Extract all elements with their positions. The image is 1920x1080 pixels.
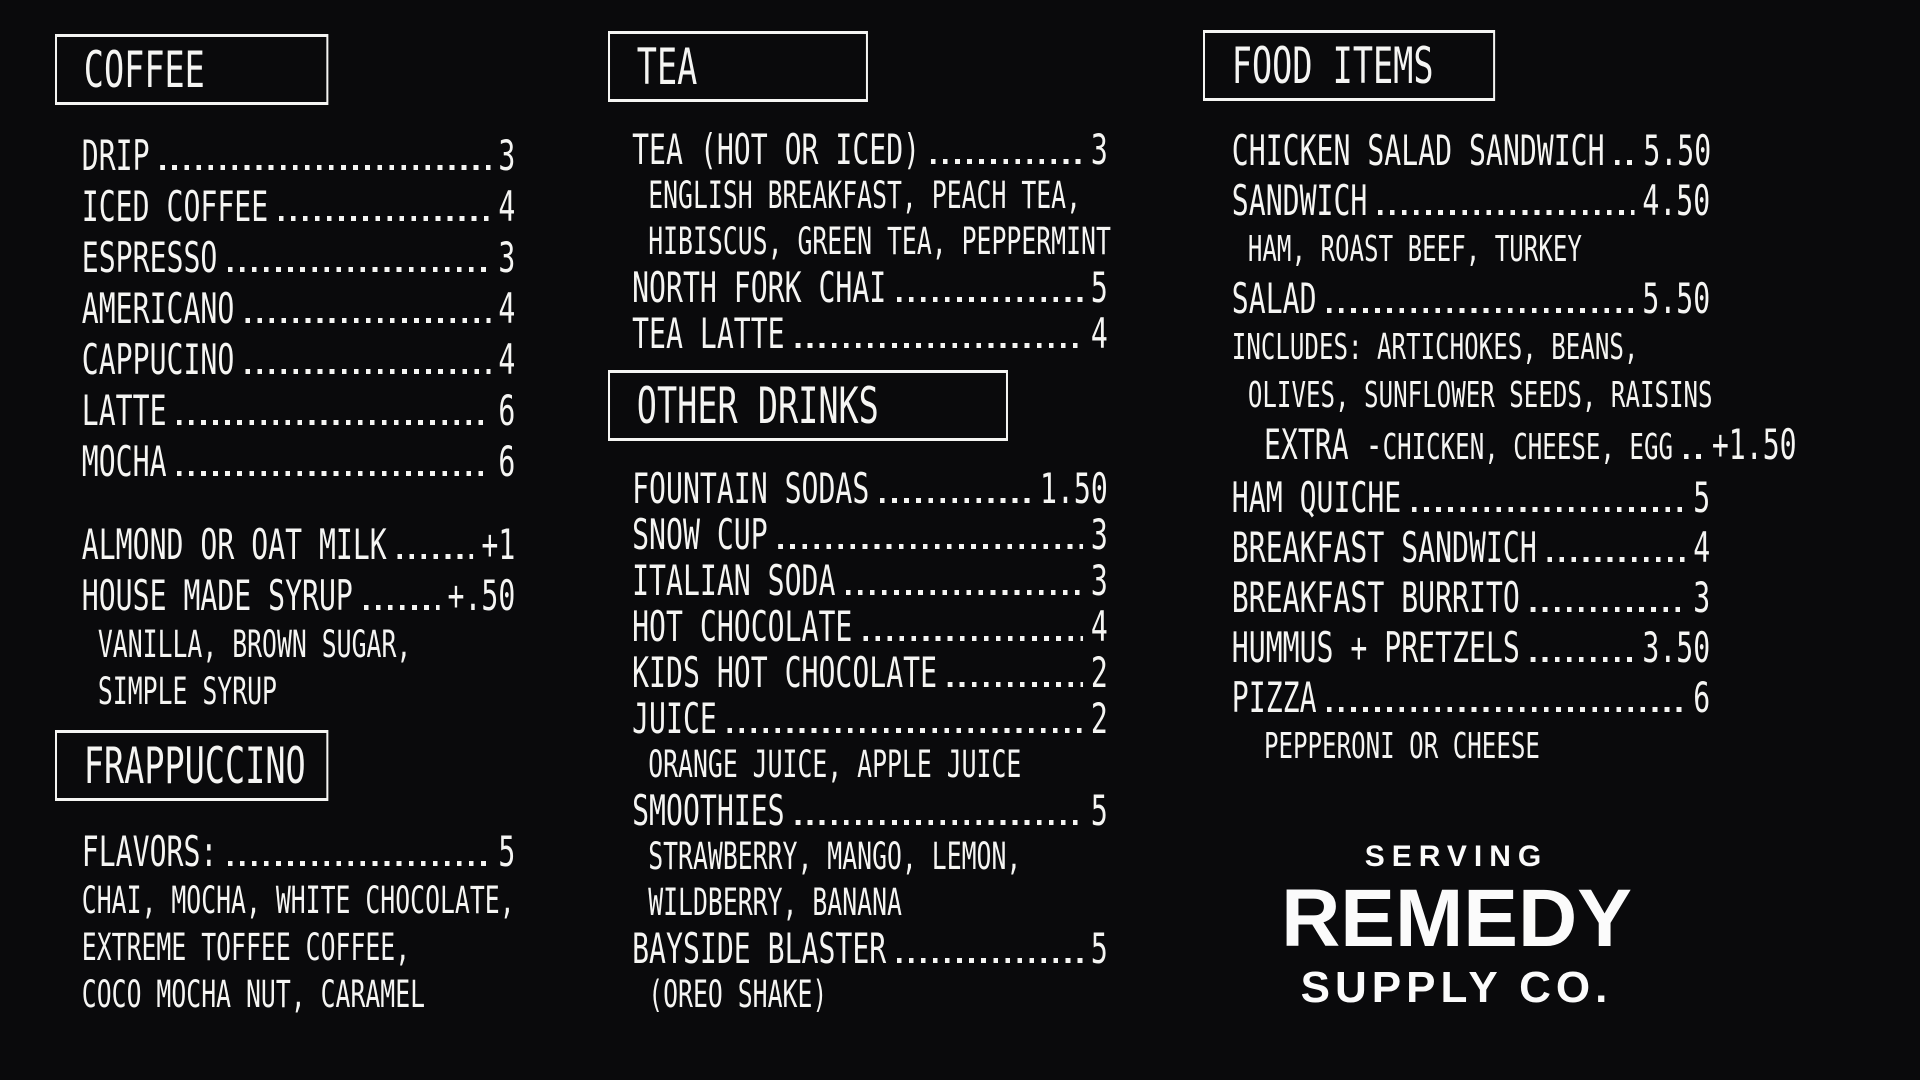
logo-brand-text: REMEDY [1281,873,1632,964]
dotted-leader [245,318,490,323]
item-name: CHICKEN SALAD SANDWICH [1231,126,1605,175]
menu-item-row [608,311,1108,357]
section-header: OTHER DRINKS [636,376,879,435]
item-name: VANILLA, BROWN SUGAR, [97,623,412,666]
item-name: CHAI, MOCHA, WHITE CHOCOLATE, [81,879,515,922]
dotted-leader [846,590,1083,595]
item-name: JUICE [632,694,717,743]
dotted-leader [177,420,490,425]
item-name: SIMPLE SYRUP [97,670,277,713]
dotted-leader [795,820,1083,825]
dotted-leader [1327,707,1685,712]
section-header: TEA [636,37,698,96]
menu-item-row [1203,176,1710,226]
item-price: 4 [498,284,516,333]
item-name: EXTREME TOFFEE COFFEE, [81,926,411,969]
menu-item-row [608,558,1108,604]
item-name: ORANGE JUICE, APPLE JUICE [648,743,1022,786]
menu-item-row [1203,274,1710,324]
dotted-leader [728,728,1083,733]
dotted-leader [160,165,490,170]
item-name: SALAD [1231,274,1317,323]
dotted-leader [1327,308,1634,313]
menu-item-row [1203,226,1710,274]
menu-item-row [608,742,1108,788]
item-name: CHICKEN, CHEESE, EGG [1382,427,1674,468]
dotted-leader [880,498,1032,503]
item-name: HAM, ROAST BEEF, TURKEY [1247,229,1582,270]
item-name: STRAWBERRY, MANGO, LEMON, [648,835,1022,878]
menu-item-row [608,696,1108,742]
menu-item-row [608,127,1108,173]
section-header-box [55,730,328,801]
menu-item-row [55,971,515,1018]
menu-item-row [55,232,515,283]
menu-item-row [1203,573,1710,623]
item-name: HOT CHOCOLATE [632,602,853,651]
menu-item-row [55,570,515,621]
item-price: 1.50 [1040,464,1108,513]
item-name: SMOOTHIES [632,786,785,835]
item-price: 4 [1693,523,1711,572]
item-price: 3 [1693,573,1711,622]
item-price: 6 [498,386,516,435]
item-price: 6 [498,437,516,486]
item-name: TEA LATTE [632,309,785,358]
dotted-leader [1412,507,1685,512]
menu-item-row [608,265,1108,311]
item-name: PIZZA [1231,673,1317,722]
dotted-leader [778,544,1082,549]
dotted-leader [397,554,473,559]
section-header: COFFEE [83,40,205,99]
item-name: ENGLISH BREAKFAST, PEACH TEA, [648,174,1082,217]
menu-item-row [1203,126,1710,176]
menu-item-row [608,650,1108,696]
item-name: SNOW CUP [632,510,768,559]
item-name: TEA (HOT OR ICED) [632,125,921,174]
menu-item-row [55,436,515,487]
item-name: HOUSE MADE SYRUP [81,571,353,620]
item-price: 5 [1090,786,1108,835]
brand-logo [1203,838,1710,1014]
item-price: 6 [1693,673,1711,722]
item-price: 4 [498,182,516,231]
dotted-leader [795,343,1083,348]
item-price: 3.50 [1642,623,1711,672]
item-name: WILDBERRY, BANANA [648,881,902,924]
item-name: NORTH FORK CHAI [632,263,887,312]
menu-item-row [1203,324,1710,372]
item-price: 3 [498,233,516,282]
item-name: SANDWICH [1231,176,1368,225]
menu-column-drinks [608,31,1111,1018]
section-header-box [55,34,328,105]
item-name: ICED COFFEE [81,182,269,231]
menu-item-row [55,334,515,385]
item-name: BAYSIDE BLASTER [632,924,887,973]
menu-item-row [608,466,1108,512]
item-name: LATTE [81,386,167,435]
dotted-leader [931,159,1083,164]
section-header-box [1203,30,1495,101]
item-name: AMERICANO [81,284,235,333]
item-price: 5 [498,827,516,876]
item-name: CAPPUCINO [81,335,235,384]
dotted-leader [364,605,440,610]
menu-item-row [608,972,1108,1018]
item-name: HAM QUICHE [1231,473,1402,522]
menu-item-row [608,926,1108,972]
menu-item-row [1203,723,1710,771]
dotted-leader [1547,557,1685,562]
dotted-leader [228,861,490,866]
item-price: 4.50 [1642,176,1711,225]
menu-item-row [1203,673,1710,723]
section-header: FRAPPUCCINO [83,736,306,795]
item-price: 3 [498,131,516,180]
section-header: FOOD ITEMS [1231,36,1434,95]
item-price: 3 [1090,510,1108,559]
dotted-leader [1531,657,1635,662]
item-price: 4 [1090,602,1108,651]
menu-item-row [55,385,515,436]
menu-item-row [608,788,1108,834]
menu-column-coffee [55,34,515,1018]
item-name: ESPRESSO [81,233,218,282]
menu-column-food [1203,30,1797,771]
menu-item-row [1203,473,1710,523]
item-price: 2 [1090,694,1108,743]
menu-item-row [55,283,515,334]
item-price: +1.50 [1711,420,1797,469]
item-name: COCO MOCHA NUT, CARAMEL [81,973,426,1016]
item-price: 5 [1090,924,1108,973]
dotted-leader [897,297,1083,302]
menu-item-row [55,130,515,181]
menu-item-row [55,826,515,877]
menu-item-row [1203,523,1710,573]
item-name: HUMMUS + PRETZELS [1231,623,1520,672]
item-prefix: EXTRA - [1263,420,1383,469]
dotted-leader [228,267,490,272]
dotted-leader [177,471,490,476]
item-name: ITALIAN SODA [632,556,836,605]
item-name: FOUNTAIN SODAS [632,464,870,513]
menu-item-row [608,512,1108,558]
dotted-leader [863,636,1083,641]
dotted-leader [1378,210,1634,215]
dotted-leader [1684,454,1704,459]
dotted-leader [1615,160,1635,165]
menu-item-row [1203,623,1710,673]
item-price: 2 [1090,648,1108,697]
dotted-leader [897,958,1083,963]
logo-suffix-text: SUPPLY CO. [1300,963,1613,1012]
section-header-box [608,31,868,102]
dotted-leader [245,369,490,374]
menu-item-row [1203,420,1797,473]
item-name: HIBISCUS, GREEN TEA, PEPPERMINT [648,220,1111,263]
item-name: ALMOND OR OAT MILK [81,520,387,569]
item-price: +.50 [447,571,516,620]
dotted-leader [279,216,490,221]
item-name: DRIP [81,131,150,180]
item-name: PEPPERONI OR CHEESE [1263,726,1540,767]
item-price: 4 [1090,309,1108,358]
item-price: +1 [481,520,516,569]
item-name: MOCHA [81,437,167,486]
menu-item-row [55,181,515,232]
item-price: 5.50 [1643,126,1712,175]
item-price: 3 [1090,556,1108,605]
menu-item-row [608,834,1108,880]
dotted-leader [1531,607,1686,612]
dotted-leader [948,682,1083,687]
menu-item-row [55,668,515,715]
item-name: (OREO SHAKE) [648,973,828,1016]
menu-item-row [55,877,515,924]
item-name: KIDS HOT CHOCOLATE [632,648,938,697]
item-name: BREAKFAST SANDWICH [1231,523,1537,572]
menu-item-row [608,880,1108,926]
item-price: 3 [1090,125,1108,174]
item-price: 5.50 [1642,274,1711,323]
menu-item-row [608,219,1111,265]
item-price: 5 [1090,263,1108,312]
section-header-box [608,370,1008,441]
logo-serving-text: SERVING [1364,840,1549,873]
menu-item-row [608,173,1108,219]
menu-item-row [1203,372,1713,420]
menu-item-row [55,924,515,971]
item-name: FLAVORS: [81,827,218,876]
item-price: 4 [498,335,516,384]
item-price: 5 [1693,473,1711,522]
item-name: INCLUDES: ARTICHOKES, BEANS, [1231,327,1639,368]
item-name: BREAKFAST BURRITO [1231,573,1520,622]
item-name: OLIVES, SUNFLOWER SEEDS, RAISINS [1247,375,1713,416]
menu-item-row [55,621,515,668]
menu-item-row [608,604,1108,650]
menu-item-row [55,519,515,570]
